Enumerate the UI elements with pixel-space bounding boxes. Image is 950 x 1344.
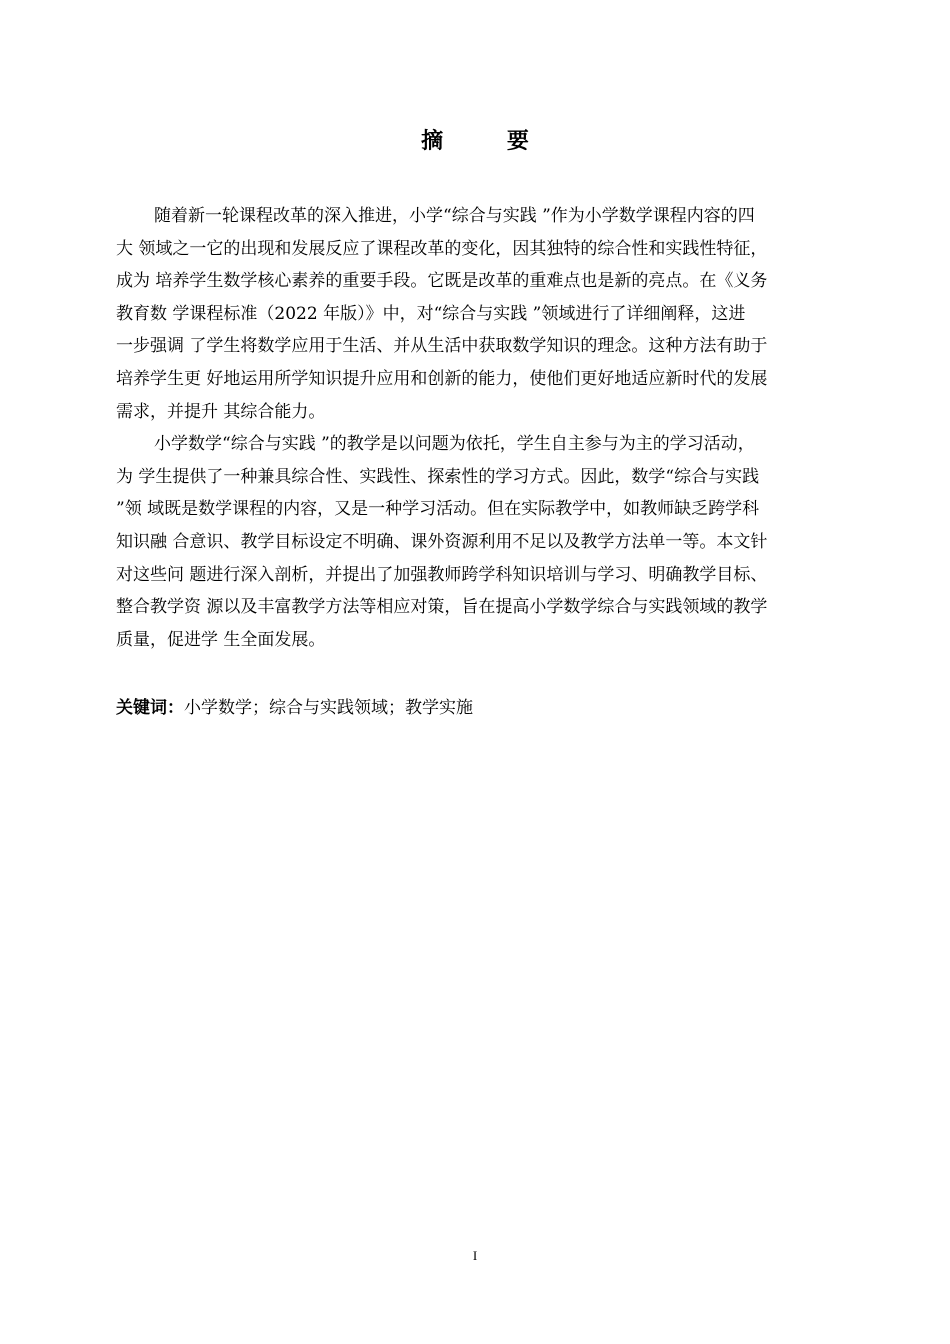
paragraph2-line-3: ”领 域既是数学课程的内容，又是一种学习活动。但在实际教学中，如教师缺乏跨学科: [116, 499, 760, 520]
abstract-title: 摘 要: [421, 129, 557, 154]
keywords-value: 小学数学；综合与实践领域；教学实施: [184, 698, 473, 719]
keywords-line: [116, 692, 852, 724]
paragraph1-line-3: 成为 培养学生数学核心素养的重要手段。它既是改革的重难点也是新的亮点。在《义务: [116, 271, 768, 292]
paragraph1-line-1: 随着新一轮课程改革的深入推进，小学“综合与实践 ”作为小学数学课程内容的四: [154, 206, 755, 226]
keywords-label: 关键词：: [116, 698, 184, 719]
paragraph2-line-7: 质量，促进学 生全面发展。: [116, 629, 326, 650]
paragraph2-line-2: 为 学生提供了一种兼具综合性、实践性、探索性的学习方式。因此，数学“综合与实践: [116, 466, 760, 487]
paragraph1-line-2: 大 领域之一它的出现和发展反应了课程改革的变化，因其独特的综合性和实践性特征，: [116, 238, 768, 259]
paragraph2-line-6: 整合教学资 源以及丰富教学方法等相应对策，旨在提高小学数学综合与实践领域的教学: [116, 597, 768, 618]
paragraph2-line-5: 对这些问 题进行深入剖析，并提出了加强教师跨学科知识培训与学习、明确教学目标、: [116, 564, 768, 585]
paragraph2-line-1: 小学数学“综合与实践 ”的教学是以问题为依托，学生自主参与为主的学习活动，: [154, 434, 755, 455]
paragraph1-line-5: 一步强调 了学生将数学应用于生活、并从生活中获取数学知识的理念。这种方法有助于: [116, 336, 768, 357]
paragraph1-line-4: 教育数 学课程标准（2022 年版）》中，对“综合与实践 ”领域进行了详细阐释，这进: [116, 303, 746, 324]
paragraph2-line-4: 知识融 合意识、教学目标设定不明确、课外资源利用不足以及教学方法单一等。本文针: [116, 531, 768, 552]
paragraph1-line-7: 需求，并提升 其综合能力。: [116, 401, 326, 422]
page-number: I: [472, 1248, 478, 1263]
paragraph1-line-6: 培养学生更 好地运用所学知识提升应用和创新的能力，使他们更好地适应新时代的发展: [116, 368, 768, 389]
paragraph-gap: [116, 656, 852, 692]
abstract-body: [116, 200, 852, 724]
